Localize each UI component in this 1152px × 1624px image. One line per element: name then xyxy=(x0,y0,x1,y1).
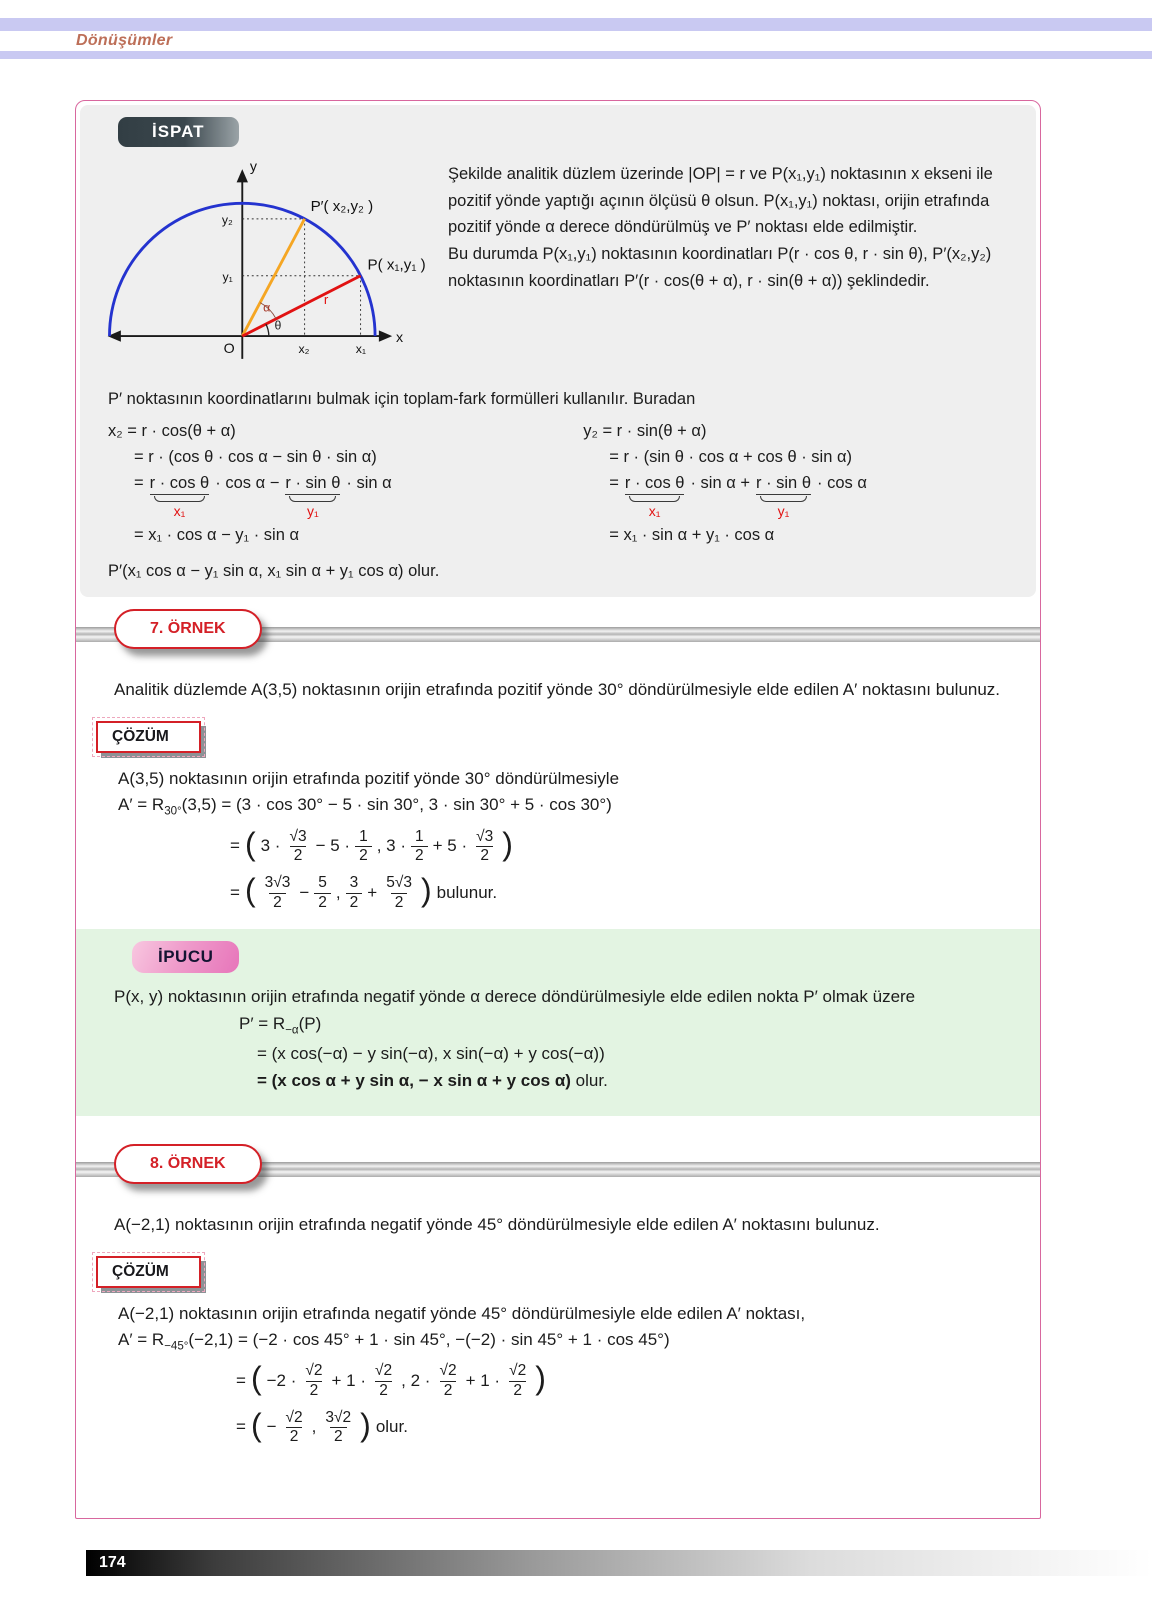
math-text: = (x cos α + y sin α, − x sin α + y cos α) xyxy=(257,1070,571,1090)
numerator: 3√3 xyxy=(264,874,291,892)
fraction xyxy=(505,1362,530,1399)
equals-sign: = xyxy=(230,836,240,856)
math-text: · cos α − xyxy=(215,474,280,492)
denominator: 2 xyxy=(346,893,363,911)
numerator: √2 xyxy=(305,1362,323,1380)
ray-op xyxy=(242,276,360,336)
underbrace-icon xyxy=(629,496,680,502)
x1-tick-label: x₁ xyxy=(355,342,367,357)
ornek7-pill xyxy=(114,609,262,649)
numerator: 3√2 xyxy=(325,1409,352,1427)
math-text: 3 · xyxy=(260,836,281,856)
math-text: bulunur. xyxy=(436,882,498,902)
ipucu-line-3 xyxy=(257,1071,1010,1091)
derivation-x2 xyxy=(108,415,573,552)
denominator: 2 xyxy=(375,1381,392,1399)
numerator: 3 xyxy=(349,874,359,892)
underbrace-label: x₁ xyxy=(173,503,186,519)
solution-line xyxy=(236,1362,1010,1399)
math-text: + 1 · xyxy=(331,1370,367,1390)
cozum8-box xyxy=(96,1256,201,1288)
p-label: P( x₁,y₁ ) xyxy=(367,256,426,274)
solution-line xyxy=(236,1406,1010,1446)
denominator: 2 xyxy=(330,1427,347,1445)
cozum8-solution xyxy=(76,1288,1040,1446)
math-text: P′ = R xyxy=(239,1014,286,1034)
close-paren: ) xyxy=(535,1360,546,1397)
math-text: −2 · xyxy=(266,1370,297,1390)
math-text: , xyxy=(311,1417,317,1437)
cozum7-box xyxy=(96,721,201,753)
ispat-section xyxy=(80,105,1036,597)
math-text: · sin α xyxy=(346,474,392,492)
theta-arc xyxy=(266,324,269,336)
denominator: 2 xyxy=(355,846,372,864)
page-header xyxy=(0,18,1152,59)
cozum8-wrap xyxy=(76,1238,1040,1288)
denominator: 2 xyxy=(314,893,331,911)
underbrace-icon xyxy=(289,496,336,502)
ipucu-line-2: = (x cos(−α) − y sin(−α), x sin(−α) + y cos(−α)) xyxy=(257,1043,605,1063)
open-paren: ( xyxy=(244,825,256,862)
solution-line: A(−2,1) noktasının orijin etrafında negatif yönde 45° döndürülmesiyle elde edilen A′ noktası, xyxy=(118,1303,806,1323)
cozum7-wrap xyxy=(76,703,1040,753)
fraction xyxy=(435,1362,460,1399)
math-text: (P) xyxy=(298,1014,322,1034)
underbrace-text: r · cos θ xyxy=(625,474,685,495)
numerator: 1 xyxy=(359,827,368,845)
solution-line xyxy=(118,795,1010,817)
ispat-label xyxy=(118,117,239,147)
underbrace-text: r · sin θ xyxy=(285,474,340,495)
underbrace-group xyxy=(150,474,210,519)
rotation-diagram xyxy=(100,153,432,380)
x2-line-1: x₂ = r · cos(θ + α) xyxy=(108,422,236,440)
equals-sign: = xyxy=(230,882,240,902)
origin-label: O xyxy=(223,341,235,358)
underbrace-icon xyxy=(760,496,807,502)
underbrace-label: y₁ xyxy=(307,503,319,519)
ispat-description xyxy=(448,153,1014,380)
cozum7-solution xyxy=(76,753,1040,911)
header-title-strip xyxy=(0,31,1152,51)
x-axis-label: x xyxy=(395,329,404,346)
fraction xyxy=(382,874,416,911)
ipucu-text: P(x, y) noktasının orijin etrafında negatif yönde α derece döndürülmesiyle elde edilen nokta P′ olmak üzere xyxy=(114,987,916,1007)
subscript: 30° xyxy=(164,805,182,818)
solution-line xyxy=(230,825,1010,865)
math-text: + 5 · xyxy=(432,836,468,856)
underbrace-group xyxy=(625,474,685,519)
math-text: olur. xyxy=(575,1070,608,1090)
subscript: −α xyxy=(285,1024,299,1037)
y2-line-3 xyxy=(609,474,1014,519)
math-text: A′ = R xyxy=(118,795,165,815)
x2-line-4: = x₁ · cos α − y₁ · sin α xyxy=(134,526,299,544)
equals-sign: = xyxy=(236,1417,246,1437)
denominator: 2 xyxy=(391,893,408,911)
y-axis-label: y xyxy=(249,159,257,176)
underbrace-label: x₁ xyxy=(648,503,661,519)
underbrace-text: r · cos θ xyxy=(150,474,210,495)
ispat-conclusion: P′(x₁ cos α − y₁ sin α, x₁ sin α + y₁ cos α) olur. xyxy=(108,562,440,580)
cozum-label: ÇÖZÜM xyxy=(112,728,169,746)
numerator: 5√3 xyxy=(386,874,412,892)
denominator: 2 xyxy=(411,846,428,864)
page-number-bar xyxy=(86,1550,1152,1576)
ipucu-section xyxy=(76,929,1040,1115)
fraction xyxy=(472,828,497,865)
math-text: , 2 · xyxy=(401,1370,431,1390)
numerator: √2 xyxy=(439,1362,457,1380)
math-text: (−2,1) = (−2 · cos 45° + 1 · sin 45°, −(−2) · sin 45° + 1 · cos 45°) xyxy=(188,1329,670,1349)
alpha-label: α xyxy=(263,300,271,315)
y2-line-4: = x₁ · sin α + y₁ · cos α xyxy=(609,526,775,544)
math-text: olur. xyxy=(375,1417,408,1437)
fraction xyxy=(321,1409,355,1446)
numerator: √2 xyxy=(375,1362,393,1380)
x2-tick-label: x₂ xyxy=(298,342,310,357)
solution-line xyxy=(118,1330,1010,1352)
equals-sign: = xyxy=(134,474,144,492)
solution-line xyxy=(230,874,1010,911)
open-paren: ( xyxy=(250,1406,262,1443)
derivation-y2 xyxy=(583,415,1014,552)
content-frame xyxy=(75,100,1041,1519)
ornek8-text: A(−2,1) noktasının orijin etrafında negatif yönde 45° döndürülmesiyle elde edilen A′ noktasını bulunuz. xyxy=(114,1214,880,1234)
ispat-paragraph-2: Bu durumda P(x₁,y₁) noktasının koordinatları P(r · cos θ, r · sin θ), P′(x₂,y₂) noktasının koordinatları P′(r · cos(θ + α), r · sin(θ + α)) şeklindedir. xyxy=(448,245,992,290)
x2-line-3 xyxy=(134,474,573,519)
page-number: 174 xyxy=(99,1554,126,1571)
derivation-columns xyxy=(108,415,1014,552)
ornek7-label: 7. ÖRNEK xyxy=(150,620,226,637)
r-label: r xyxy=(323,291,329,307)
ispat-paragraph-3: P′ noktasının koordinatlarını bulmak için toplam-fark formülleri kullanılır. Buradan xyxy=(108,390,696,408)
math-text: − xyxy=(299,882,310,902)
page-title: Dönüşümler xyxy=(76,32,173,49)
math-text: · cos α xyxy=(817,474,867,492)
p-prime-label: P′( x₂,y₂ ) xyxy=(310,197,374,215)
underbrace-group xyxy=(285,474,340,519)
numerator: 1 xyxy=(415,827,424,845)
y-axis-arrow-icon xyxy=(237,169,248,182)
close-paren: ) xyxy=(502,825,513,862)
ornek7-header xyxy=(76,609,1040,661)
math-text: − xyxy=(266,1417,277,1437)
ipucu-label: İPUCU xyxy=(158,947,214,967)
theta-label: θ xyxy=(274,318,282,333)
fraction xyxy=(314,874,331,911)
denominator: 2 xyxy=(306,1381,323,1399)
denominator: 2 xyxy=(509,1381,526,1399)
numerator: √2 xyxy=(509,1362,527,1380)
close-paren: ) xyxy=(360,1406,371,1443)
fraction xyxy=(285,828,310,865)
cozum-label: ÇÖZÜM xyxy=(112,1262,169,1280)
ipucu-pill xyxy=(132,941,239,973)
denominator: 2 xyxy=(476,846,493,864)
ispat-paragraph-1: Şekilde analitik düzlem üzerinde |OP| = r ve P(x₁,y₁) noktasının x ekseni ile pozitif yönde yaptığı açının ölçüsü θ olsun. P(x₁,y₁) noktası, orijin etrafında pozitif yönde α derece döndürülmüş ve P′ noktası elde edilmiştir. xyxy=(448,165,993,237)
math-text: + xyxy=(367,882,378,902)
fraction xyxy=(301,1362,326,1399)
ornek8-label: 8. ÖRNEK xyxy=(150,1154,226,1172)
open-paren: ( xyxy=(244,872,256,909)
fraction xyxy=(346,874,363,911)
numerator: √3 xyxy=(289,827,307,845)
solution-line: A(3,5) noktasının orijin etrafında pozitif yönde 30° döndürülmesiyle xyxy=(118,769,620,789)
numerator: 5 xyxy=(318,874,327,892)
fraction xyxy=(282,1409,307,1446)
underbrace-group xyxy=(756,474,811,519)
ipucu-line-1 xyxy=(239,1014,1010,1036)
equals-sign: = xyxy=(609,474,619,492)
denominator: 2 xyxy=(290,846,307,864)
fraction xyxy=(355,828,372,865)
y1-tick-label: y₁ xyxy=(222,270,233,285)
rotation-diagram-svg xyxy=(100,153,432,375)
ornek7-text: Analitik düzlemde A(3,5) noktasının orijin etrafında pozitif yönde 30° döndürülmesiyle elde edilen A′ noktasını bulunuz. xyxy=(114,680,1001,699)
denominator: 2 xyxy=(286,1427,303,1445)
math-text: · sin α + xyxy=(690,474,750,492)
denominator: 2 xyxy=(440,1381,457,1399)
underbrace-icon xyxy=(154,496,205,502)
math-text: A′ = R xyxy=(118,1329,165,1349)
fraction xyxy=(371,1362,396,1399)
math-text: − 5 · xyxy=(315,836,351,856)
ray-op-prime xyxy=(242,219,304,336)
equals-sign: = xyxy=(236,1370,246,1390)
math-text: , 3 · xyxy=(376,836,406,856)
math-text: + 1 · xyxy=(465,1370,501,1390)
denominator: 2 xyxy=(269,893,286,911)
ornek8-header xyxy=(76,1144,1040,1196)
header-band-top xyxy=(0,18,1152,31)
numerator: √2 xyxy=(285,1409,303,1427)
fraction xyxy=(411,828,428,865)
ispat-label-text: İSPAT xyxy=(152,122,205,141)
open-paren: ( xyxy=(250,1360,262,1397)
subscript: −45° xyxy=(164,1340,189,1353)
underbrace-label: y₁ xyxy=(777,503,790,519)
fraction xyxy=(261,874,295,911)
y2-line-1: y₂ = r · sin(θ + α) xyxy=(583,422,707,440)
math-text: , xyxy=(335,882,341,902)
ispat-top-row xyxy=(100,153,1014,380)
y2-tick-label: y₂ xyxy=(221,213,233,228)
numerator: √3 xyxy=(476,827,494,845)
ornek8-pill xyxy=(114,1144,262,1184)
x2-line-2: = r · (cos θ · cos α − sin θ · sin α) xyxy=(134,448,377,466)
underbrace-text: r · sin θ xyxy=(756,474,811,495)
y2-line-2: = r · (sin θ · cos α + cos θ · sin α) xyxy=(609,448,853,466)
header-band-bottom xyxy=(0,51,1152,59)
math-text: (3,5) = (3 · cos 30° − 5 · sin 30°, 3 · sin 30° + 5 · cos 30°) xyxy=(181,795,612,815)
close-paren: ) xyxy=(420,872,432,909)
x-axis-right-arrow-icon xyxy=(379,330,392,341)
